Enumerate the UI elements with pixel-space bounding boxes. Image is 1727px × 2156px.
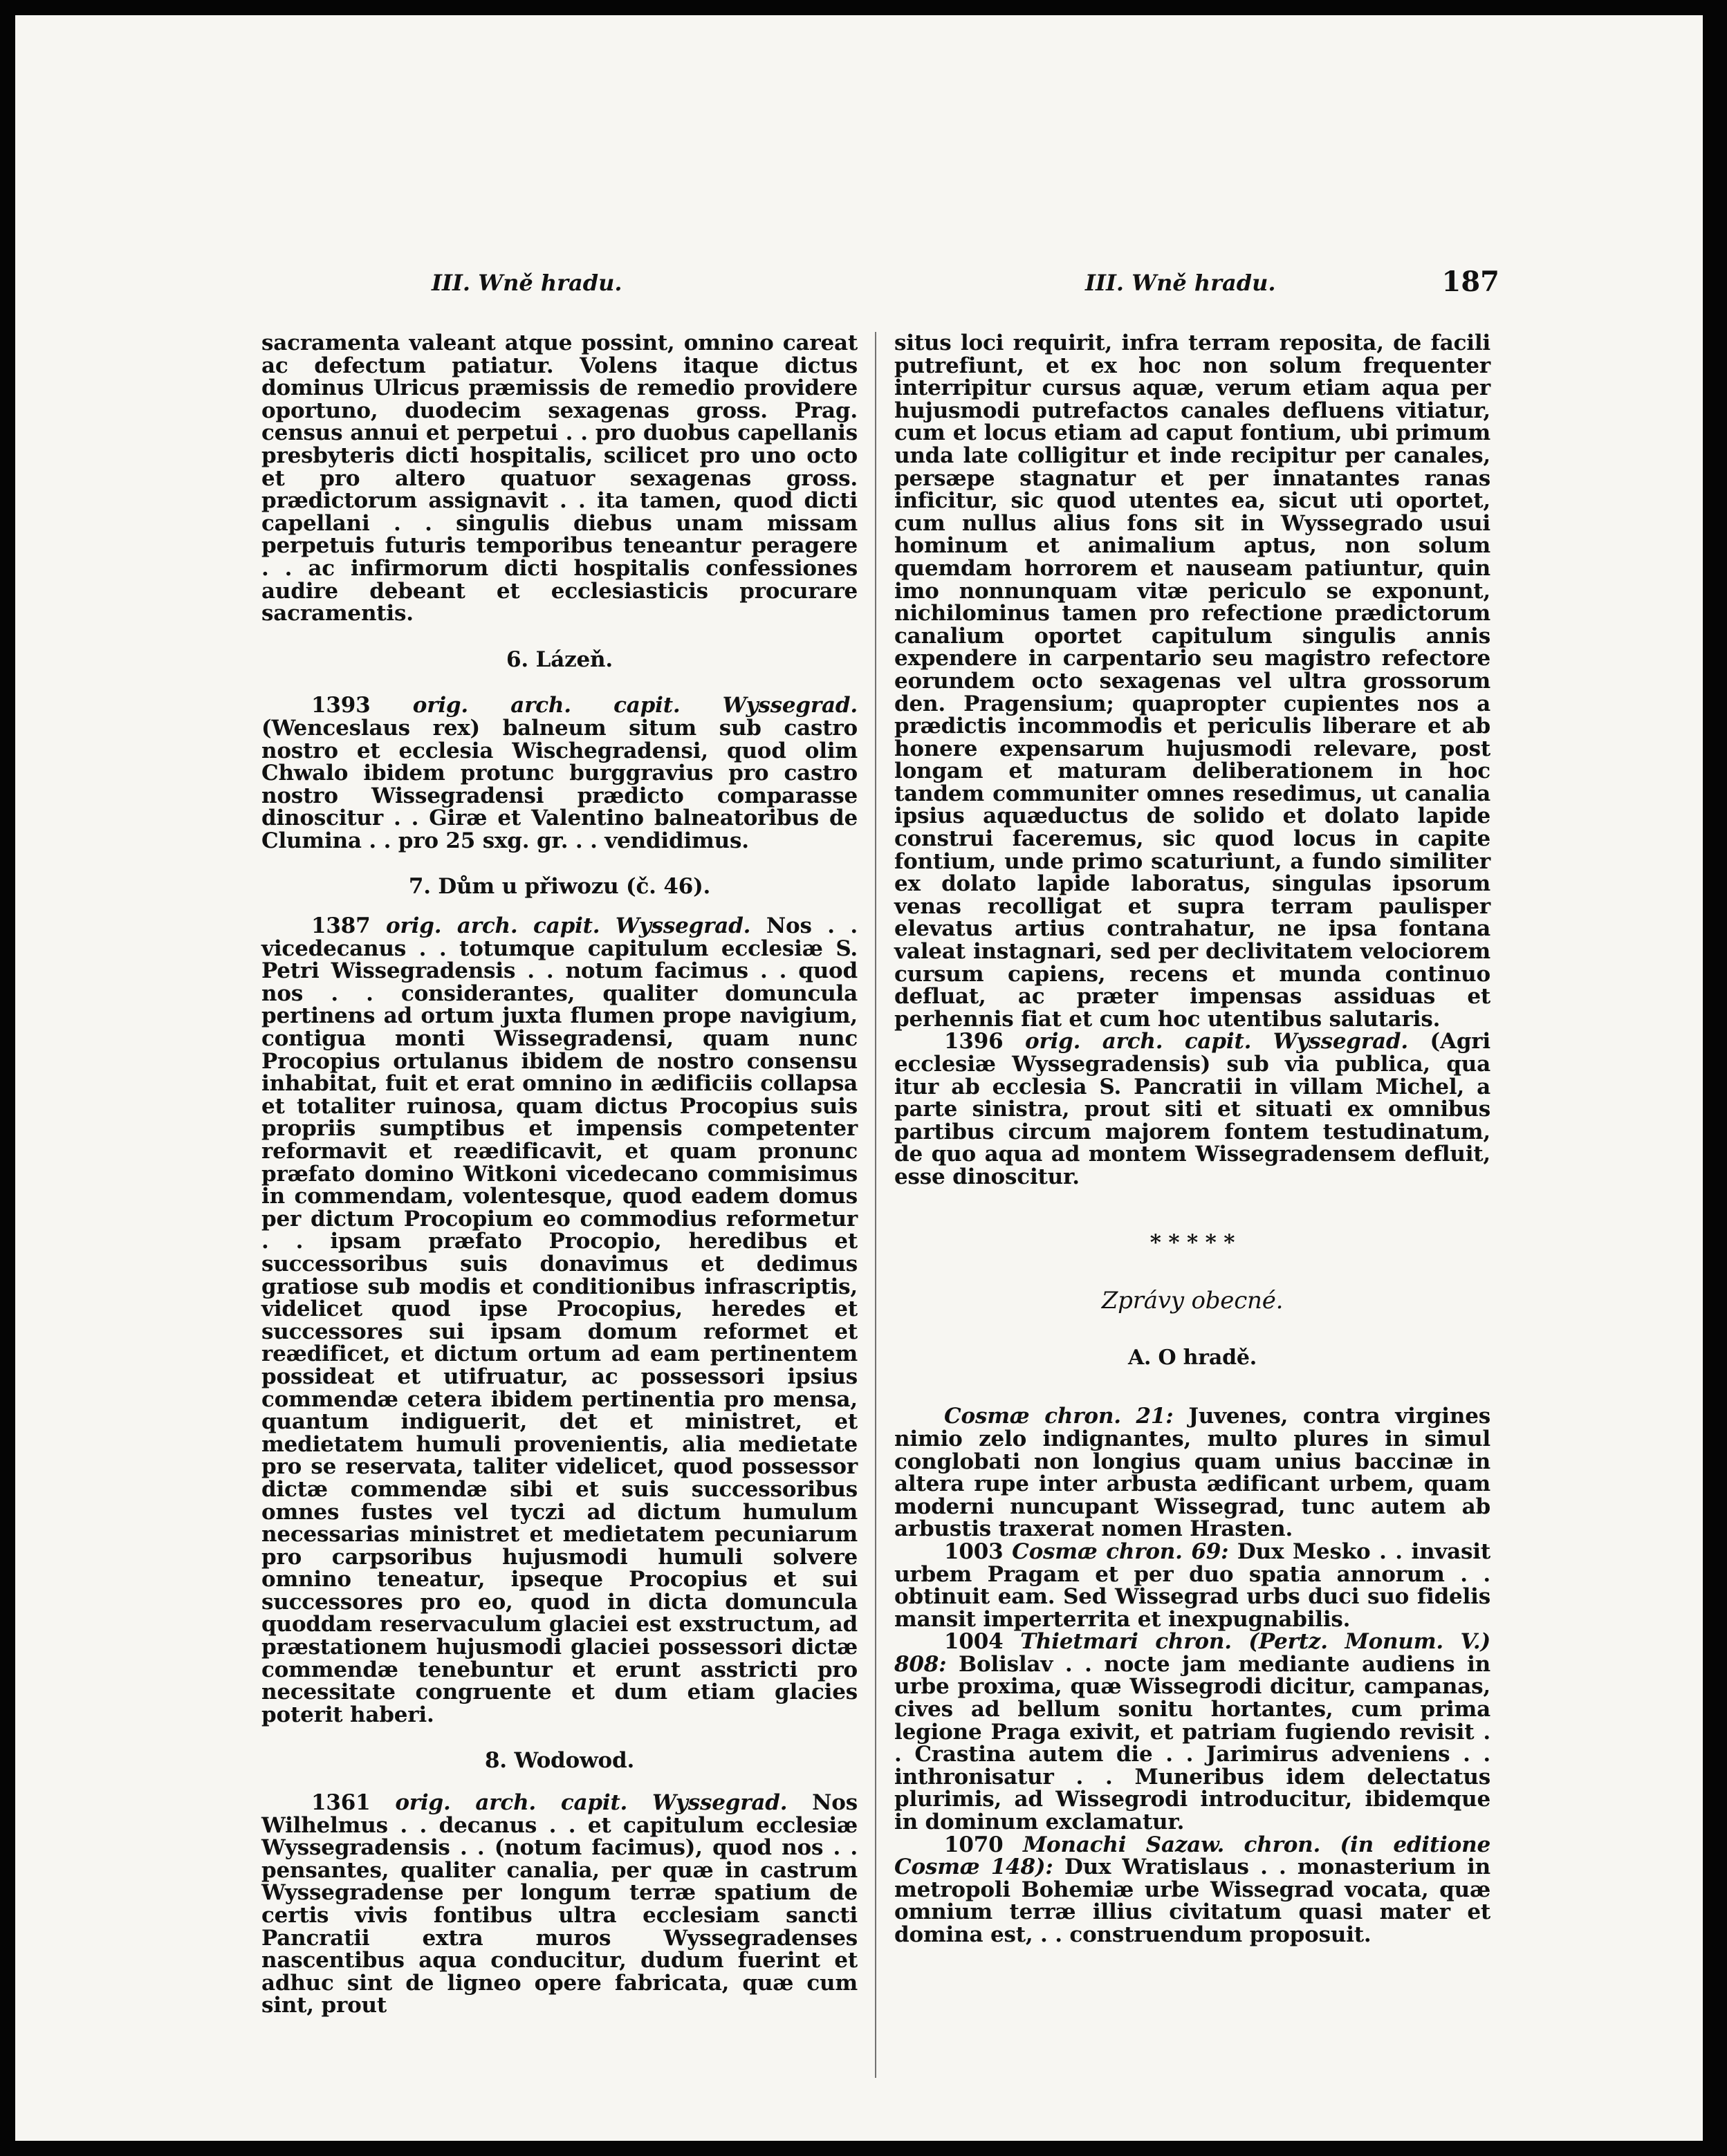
entry-text: Nos . . vicedecanus . . totumque capitulum ecclesiæ S. Petri Wissegradensis . . notum facimus . . quod nos . . considerantes, qualiter domuncula pertinens ad ortum juxta flumen prope navigium, contigua monti Wissegradensi, quam nunc Procopius ortulanus ibidem de nostro consensu inhabitat, fuit et erat omnino in ædificiis collapsa et totaliter ruinosa, quam dictus Procopius suis propriis sumptibus et impensis competenter reformavit et reædificavit, et quam pronunc præfato domino Witkoni vicedecano commisimus in commendam, volentesque, quod eadem domus per dictum Procopium eo commodius reformetur . . ipsam præfato Procopio, heredibus et successoribus suis donavimus et dedimus gratiose sub modis et conditionibus infrascriptis, videlicet quod ipse Procopius, heredes et successores sui ipsam domum reformet et reædificet, et dictum ortum ad eam pertinentem possideat et utifruatur, ac possessori ipsius commendæ cetera ibidem pertinentia pro mensa, quantum indiguerit, det et ministret, et medietatem humuli provenientis, alia medietate pro se reservata, taliter videlicet, quod possessor dictæ commendæ sibi et suis successoribus omnes fustes vel tyczi ad dictum humulum necessarias ministret et medietatem pecuniarum pro carpsoribus hujusmodi humuli solvere omnino teneatur, ipseque Procopius et sui successores pro eo, quod in dicta domuncula quoddam reservaculum glaciei est exstructum, ad præstationem hujusmodi glaciei possessori dictæ commendæ tenebuntur et erunt asstricti pro necessitate congruente et dum etiam glacies poterit haberi. [261, 913, 858, 1727]
entry-text: Bolislav . . nocte jam mediante audiens in urbe proxima, quæ Wissegrodi dicitur, campanas, cives ad bellum sonitu hortantes, cum prima legione Praga exivit, et patriam fugiendo revisit . . Crastina autem die . . Jarimirus adveniens . . inthronisatur . . Muneribus idem delectatus plurimis, ad Wissegrodi introducitur, ibidemque in dominum exclamatur. [894, 1651, 1491, 1835]
entry-text: Nos Wilhelmus . . decanus . . et capitulum ecclesiæ Wyssegradensis . . (notum facimus), quod nos . . pensantes, qualiter canalia, per quæ in castrum Wyssegradense per longum terræ spatium de certis vivis fontibus ultra ecclesiam sancti Pancratii extra muros Wyssegradenses nascentibus aqua conducitur, dudum fuerint et adhuc sint de ligneo opere fabricata, quæ cum sint, prout [261, 1790, 858, 2018]
entry-source: Monachi Sazaw. chron. (in editione Cosmæ 148): [894, 1832, 1490, 1880]
entry-year: 1070 [944, 1832, 1004, 1857]
entry-year: 1387 [311, 913, 371, 939]
subsection-heading-a: A. O hradě. [1127, 1345, 1257, 1370]
section-stars: * * * * * [1149, 1229, 1235, 1255]
intro-paragraph: sacramenta valeant atque possint, omnino careat ac defectum patiatur. Volens itaque dictus dominus Ulricus præmissis de remedio providere oportuno, duodecim sexagenas gross. Prag. census annui et perpetui . . pro duobus capellanis presbyteris dicti hospitalis, scilicet pro uno octo et pro altero quatuor sexagenas gross. prædictorum assignavit . . ita tamen, quod dicti capellani . . singulis diebus unam missam perpetuis futuris temporibus teneantur peragere . . ac infirmorum dicti hospitalis confessiones audire debeant et ecclesiasticis procurare sacramentis. [261, 331, 858, 626]
entry-text: (Agri ecclesiæ Wyssegradensis) sub via publica, qua itur ab ecclesia S. Pancratii in villam Michel, a parte sinistra, prout siti et situati ex omnibus partibus circum majorem fontem testudinatum, de quo aqua ad montem Wissegradensem defluit, esse dinoscitur. [894, 1029, 1491, 1189]
section-heading-7: 7. Dům u přiwozu (č. 46). [408, 874, 711, 900]
running-header-right: III. Wně hradu. [1085, 270, 1276, 296]
entry-year: 1004 [944, 1629, 1004, 1655]
entry-1387 [261, 915, 858, 1726]
right-column [894, 332, 1490, 1946]
entry-source: Cosmæ chron. 69: [1012, 1539, 1229, 1564]
entry-text: Dux Mesko . . invasit urbem Pragam et per duo spatia annorum . . obtinuit eam. Sed Wissegrad urbs duci suo fidelis mansit imperterrita et inexpugnabilis. [894, 1539, 1491, 1632]
entry-cosmas [894, 1405, 1490, 1541]
entry-source: orig. arch. capit. Wyssegrad. [1024, 1029, 1408, 1054]
running-header-left: III. Wně hradu. [432, 270, 622, 296]
entry-text: (Wenceslaus rex) balneum situm sub castro nostro et ecclesia Wischegradensi, quod olim Chwalo ibidem protunc burggravius pro castro nostro Wissegradensi prædicto comparasse dinoscitur . . Giræ et Valentino balneatoribus de Clumina . . pro 25 sxg. gr. . . vendidimus. [261, 715, 858, 853]
entry-source: orig. arch. capit. Wyssegrad. [412, 693, 858, 718]
entry-text: Juvenes, contra virgines nimio zelo indignantes, multo plures in simul conglobati non longius quam unius baccinæ in altera rupe inter arbusta ædificant urbem, quam moderni nuncupant Wissegrad, tunc autem ab arbustis traxerat nomen Hrasten. [894, 1404, 1490, 1542]
book-page [15, 15, 1703, 2141]
section-heading-6: 6. Lázeň. [506, 647, 613, 672]
entry-source: Thietmari chron. (Pertz. Monum. V.) 808: [894, 1629, 1490, 1677]
left-column [261, 332, 858, 2017]
section-heading-8: 8. Wodowod. [484, 1748, 635, 1774]
entry-1003 [894, 1541, 1490, 1630]
entry-source: orig. arch. capit. Wyssegrad. [386, 913, 751, 939]
entry-text: Dux Wratislaus . . monasterium in metropoli Bohemiæ urbe Wissegrad vocata, quæ omnium terræ illius civitatum quasi mater et domina est, . . construendum proposuit. [894, 1855, 1490, 1947]
entry-year: 1393 [311, 693, 371, 718]
entry-1361 [261, 1792, 858, 2017]
entry-1396 [894, 1030, 1490, 1188]
entry-year: 1361 [311, 1790, 371, 1816]
continuation-paragraph: situs loci requirit, infra terram reposita, de facili putrefiunt, et ex hoc non solum frequenter interripitur cursus aquæ, verum etiam aqua per hujusmodi putrefactos canales defluens vitiatur, cum et locus etiam ad caput fontium, ubi primum unda late colligitur et inde recipitur per canales, persæpe stagnatur et per innatantes ranas inficitur, sic quod utentes ea, sicut uti oportet, cum nullus alius fons sit in Wyssegrado usui hominum et animalium aptus, non solum quemdam horrorem et nauseam patiuntur, quin imo nonnunquam vitæ periculo se exponunt, nichilominus tamen pro refectione prædictorum canalium oportet capitulum singulis annis expendere in carpentario seu magistro refectore eorundem octo sexagenas vel ultra grossorum den. Pragensium; quapropter cupientes nos a prædictis incommodis et periculis liberare et ab honere expensarum hujusmodi relevare, post longam et maturam deliberationem in hoc tandem communiter omnes resedimus, ut canalia ipsius aquæductus de solido et dolato lapide construi faceremus, sic quod locus in capite fontium, unde primo scaturiunt, a fundo similiter ex dolato lapide laboratus, singulas ipsorum venas recolligat et supra terram paulisper elevatus artius contrahatur, ne ipsa fontana valeat instagnari, sed per declivitatem velociorem cursum capiens, recens et munda continuo defluat, ac præter impensas assiduas et perhennis fiat et cum hoc utentibus salutaris. [894, 331, 1490, 1032]
entry-source: orig. arch. capit. Wyssegrad. [395, 1790, 788, 1816]
entry-1004 [894, 1630, 1490, 1833]
section-title: Zprávy obecné. [1101, 1287, 1284, 1315]
entry-1070 [894, 1834, 1490, 1946]
entry-year: 1003 [944, 1539, 1004, 1564]
entry-source: Cosmæ chron. 21: [944, 1404, 1174, 1429]
entry-year: 1396 [944, 1029, 1004, 1054]
page-number: 187 [1441, 266, 1499, 298]
column-divider [875, 332, 876, 2078]
entry-1393 [261, 694, 858, 852]
